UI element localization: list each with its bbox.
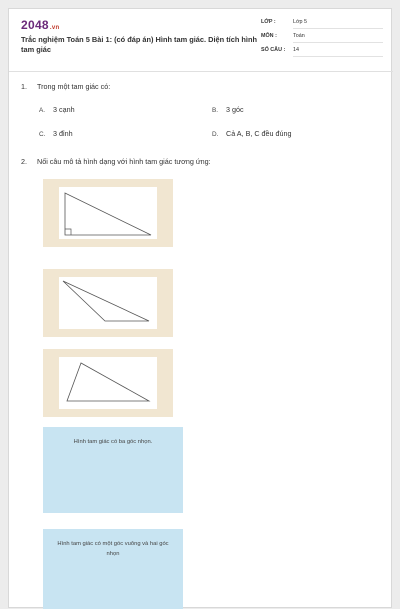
meta-label-question-count: SỐ CÂU : (261, 47, 286, 53)
question-1-number: 1. (21, 82, 27, 91)
site-logo[interactable] (21, 18, 59, 32)
option-a-text: 3 cạnh (53, 105, 75, 114)
question-2-text: Nối câu mô tả hình dạng với hình tam giác tương ứng: (37, 157, 211, 166)
logo-main-text: 2048 (21, 18, 49, 32)
question-1-text: Trong một tam giác có: (37, 82, 111, 91)
description-card-right[interactable] (43, 529, 183, 609)
meta-value-subject: Toán (293, 33, 383, 43)
meta-label-subject: MÔN : (261, 33, 277, 39)
question-1-option-d[interactable] (212, 129, 292, 138)
question-1-option-a[interactable] (39, 105, 75, 114)
meta-value-class: Lớp 5 (293, 19, 383, 29)
logo-suffix-text: .vn (49, 25, 60, 31)
obtuse-triangle-figure (59, 277, 157, 329)
question-1-option-b[interactable] (212, 105, 244, 114)
description-card-acute[interactable] (43, 427, 183, 513)
triangle-card-right[interactable] (43, 179, 173, 247)
option-b-letter: B. (212, 107, 219, 114)
option-b-text: 3 góc (226, 105, 244, 114)
question-2 (21, 157, 211, 166)
triangle-card-obtuse-inner (59, 277, 157, 329)
question-2-number: 2. (21, 157, 27, 166)
option-c-letter: C. (39, 131, 46, 138)
option-d-text: Cả A, B, C đều đúng (226, 129, 292, 138)
triangle-card-obtuse[interactable] (43, 269, 173, 337)
question-1 (21, 82, 110, 91)
option-d-letter: D. (212, 131, 219, 138)
description-right-text: Hình tam giác có một góc vuông và hai góc nhọn (57, 541, 169, 557)
right-triangle-figure (59, 187, 157, 239)
triangle-card-acute-inner (59, 357, 157, 409)
document-title: Trắc nghiệm Toán 5 Bài 1: (có đáp án) Hình tam giác. Diện tích hình tam giác (21, 35, 257, 54)
triangle-card-right-inner (59, 187, 157, 239)
option-a-letter: A. (39, 107, 46, 114)
acute-triangle-figure (59, 357, 157, 409)
question-1-option-c[interactable] (39, 129, 73, 138)
document-header (9, 9, 393, 72)
document-page (8, 8, 392, 608)
option-c-text: 3 đỉnh (53, 129, 73, 138)
triangle-card-acute[interactable] (43, 349, 173, 417)
meta-label-class: LỚP : (261, 19, 276, 25)
description-acute-text: Hình tam giác có ba góc nhọn. (73, 439, 153, 445)
meta-value-question-count: 14 (293, 47, 383, 57)
